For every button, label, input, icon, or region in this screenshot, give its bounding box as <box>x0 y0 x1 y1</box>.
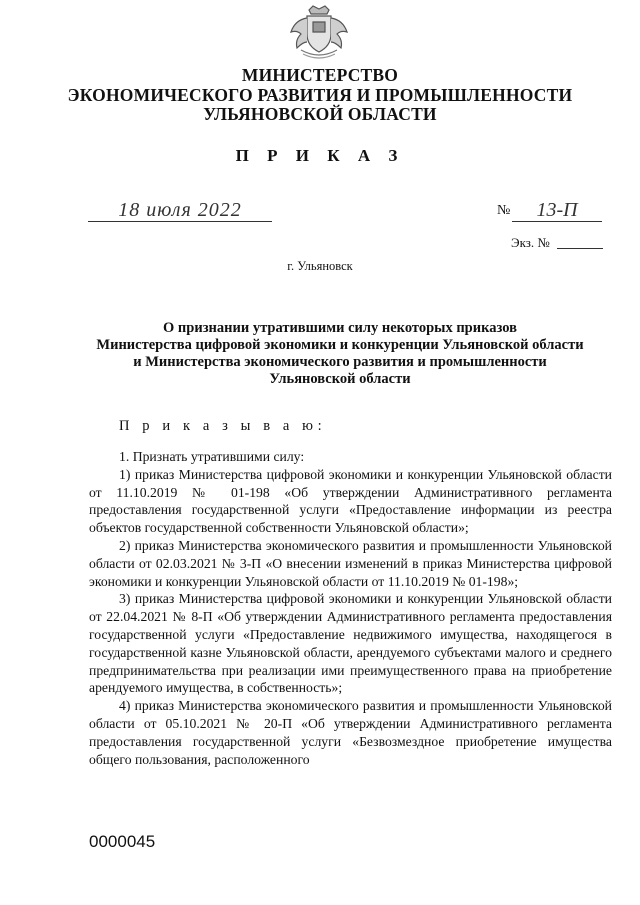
decree-word: П р и к а з ы в а ю: <box>119 418 327 434</box>
paragraph-item-1: 1) приказ Министерства цифровой экономики и конкуренции Ульяновской области от 11.10.2019 № 01-198 «Об утверждении Административного регламента предоставления государственной услуги «Предоставление информации из реестра объектов государственной собственности Ульяновской области»; <box>89 466 612 536</box>
document-type: П Р И К А З <box>235 146 405 165</box>
subject-line-4: Ульяновской области <box>269 371 411 387</box>
order-number: 13-П <box>512 199 602 222</box>
paragraph-item-3: 3) приказ Министерства цифровой экономики и конкуренции Ульяновской области от 22.04.2021 № 8-П «Об утверждении Административного регламента предоставления государственной услуги «Предоставление недвижимого имущества, находящегося в государственной казне Ульяновской области, арендуемого субъектами малого и среднего предпринимательства при реализации ими преимущественного права на приобретение арендуемого имущества, в собственность»; <box>89 591 612 696</box>
order-body <box>89 448 612 768</box>
paragraph-item-2: 2) приказ Министерства экономического развития и промышленности Ульяновской области от 02.03.2021 № 3-П «О внесении изменений в приказ Министерства цифровой экономики и конкуренции Ульяновской области от 11.10.2019 № 01-198»; <box>89 537 612 589</box>
ministry-line-3: УЛЬЯНОВСКОЙ ОБЛАСТИ <box>203 104 437 124</box>
subject-line-1: О признании утратившими силу некоторых приказов <box>163 320 517 336</box>
ministry-name <box>60 66 580 125</box>
ministry-line-2: ЭКОНОМИЧЕСКОГО РАЗВИТИЯ И ПРОМЫШЛЕННОСТИ <box>67 84 573 105</box>
document-serial-number: 0000045 <box>89 832 156 851</box>
order-date: 18 июля 2022 <box>88 199 272 222</box>
copy-number-line <box>557 248 603 249</box>
subject-line-2: Министерства цифровой экономики и конкуренции Ульяновской области <box>96 337 584 353</box>
coat-of-arms-icon <box>287 4 351 60</box>
paragraph-1: 1. Признать утратившими силу: <box>119 449 305 464</box>
order-subject <box>60 320 620 388</box>
copy-label: Экз. № <box>511 235 550 250</box>
number-label: № <box>497 203 511 218</box>
city: г. Ульяновск <box>287 259 353 273</box>
paragraph-item-4: 4) приказ Министерства экономического развития и промышленности Ульяновской области от 05.10.2021 № 20-П «Об утверждении Административного регламента предоставления государственной услуги «Безвозмездное приобретение имущества общего пользования, расположенного <box>89 698 612 767</box>
ministry-line-1: МИНИСТЕРСТВО <box>241 65 399 85</box>
subject-line-3: и Министерства экономического развития и промышленности <box>133 354 547 370</box>
